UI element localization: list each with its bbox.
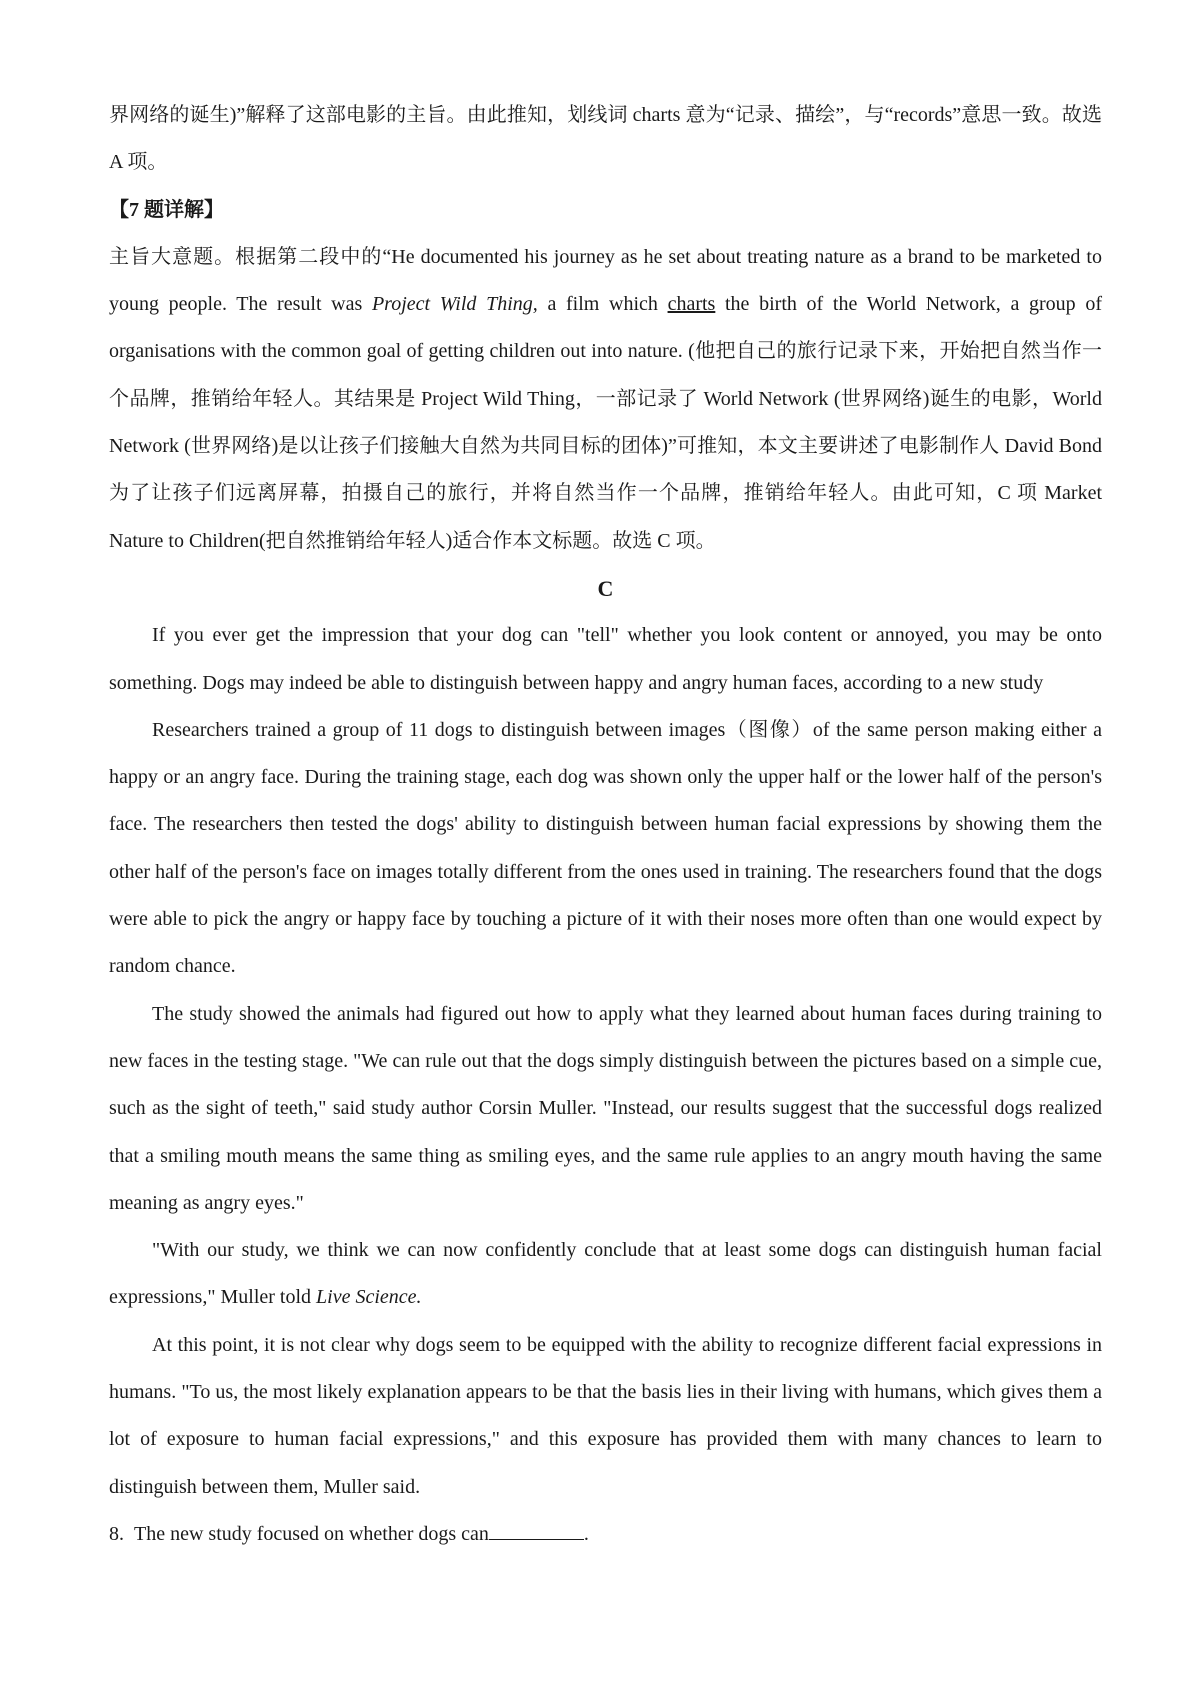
passage-c-paragraph-4	[109, 1227, 1102, 1322]
q7-text-1: 主旨大意题。根据第二段中的“He documented his journey as he set about treating nature as a brand to be marketed to young people. The result was	[109, 245, 1102, 316]
q7-underlined-word: charts	[667, 293, 716, 316]
q7-text-5: the birth of the World Network, a group of organisations with the common goal of getting children out into nature. (他把自己的旅行记录下来，开始把自然当作一个品牌，推销给年轻人。其结果是 Project Wild Thing，一部记录了 World Network (世界网络)诞生的电影，World Network (世界网络)是以让孩子们接触大自然为共同目标的团体)”可推知，本文主要讲述了电影制作人 David Bond 为了让孩子们远离屏幕，拍摄自己的旅行，并将自然当作一个品牌，推销给年轻人。由此可知，C 项 Market Nature to Children(把自然推销给年轻人)适合作本文标题。故选 C 项。	[109, 293, 1102, 552]
question-8-end: .	[583, 1522, 589, 1545]
question-8	[109, 1511, 1102, 1558]
passage-c-paragraph-2: Researchers trained a group of 11 dogs to distinguish between images（图像）of the same person making either a happy or an angry face. During the training stage, each dog was shown only the upper half or the lower half of the person's face. The researchers then tested the dogs' ability to distinguish between human facial expressions by showing them the other half of the person's face on images totally different from the ones used in training. The researchers found that the dogs were able to pick the angry or happy face by touching a picture of it with their noses more often than one would expect by random chance.	[109, 718, 1102, 978]
document-page	[109, 92, 1102, 1558]
answer-blank[interactable]	[489, 1519, 584, 1540]
passage-c-paragraph-4-text: "With our study, we think we can now confidently conclude that at least some dogs can distinguish human facial expressions," Muller told	[109, 1239, 1102, 1309]
passage-c-paragraph-5: At this point, it is not clear why dogs seem to be equipped with the ability to recognize different facial expressions in humans. "To us, the most likely explanation appears to be that the basis lies in their living with humans, which gives them a lot of exposure to human facial expressions," and this exposure has provided them with many chances to learn to distinguish between them, Muller said.	[109, 1333, 1102, 1498]
q7-explanation-paragraph	[109, 234, 1102, 565]
prev-explanation-text: 界网络的诞生)”解释了这部电影的主旨。由此推知，划线词 charts 意为“记录、描绘”，与“records”意思一致。故选 A 项。	[109, 104, 1102, 174]
passage-c-paragraph-3: The study showed the animals had figured out how to apply what they learned about human faces during training to new faces in the testing stage. "We can rule out that the dogs simply distinguish between the pictures based on a simple cue, such as the sight of teeth," said study author Corsin Muller. "Instead, our results suggest that the successful dogs realized that a smiling mouth means the same thing as smiling eyes, and the same rule applies to an angry mouth having the same meaning as angry eyes."	[109, 1002, 1102, 1214]
live-science-title: Live Science.	[316, 1286, 422, 1309]
prev-explanation-paragraph	[109, 92, 1102, 187]
passage-c-paragraph-1: If you ever get the impression that your dog can "tell" whether you look content or annoyed, you may be onto something. Dogs may indeed be able to distinguish between happy and angry human faces, according to a new study	[109, 624, 1102, 694]
question-8-stem: The new study focused on whether dogs can	[134, 1522, 489, 1545]
q7-film-title: Project Wild Thing,	[371, 293, 538, 316]
q7-text-3: a film which	[537, 293, 668, 316]
question-8-number: 8.	[109, 1522, 124, 1545]
q7-heading: 【7 题详解】	[109, 198, 224, 221]
passage-c-letter: C	[597, 575, 614, 601]
